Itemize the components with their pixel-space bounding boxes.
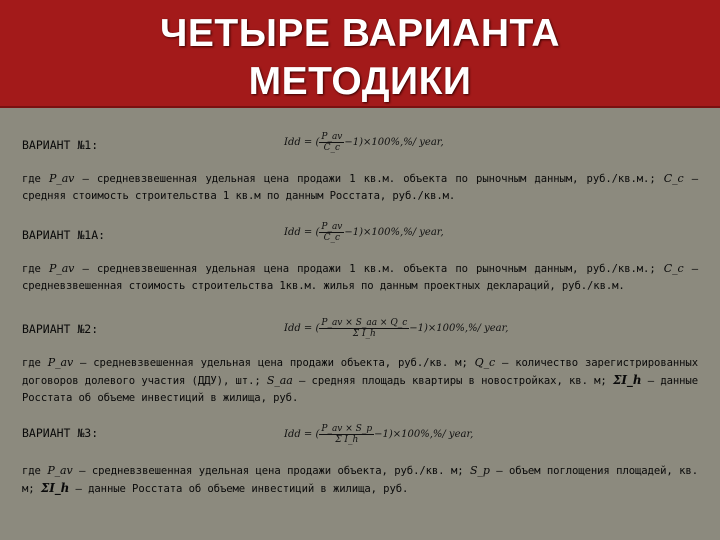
slide-title bbox=[0, 10, 720, 106]
variant-2 bbox=[22, 318, 698, 407]
variant-1a-formula: Idd = ( $\frac{P\_av}{C\_c}$ −1)×100%,%/ year, bbox=[284, 222, 444, 243]
variant-2-description: где P_av – средневзвешенная удельная цена продажи объекта, руб./кв. м; Q_c – количество зарегистрированных договоров долевого участия (ДДУ), шт.; S_aa – средняя площадь квартиры в новостройках, кв. м; ΣI_h – данные Росстата об объеме инвестиций в жилища, руб. bbox=[22, 356, 698, 404]
variant-3-formula: Idd = ( $\frac{P\_av \times S\_p}{\text{Σ I\_h}}$ −1)×100%,%/ year, bbox=[284, 424, 474, 445]
variant-1-label: ВАРИАНТ №1: bbox=[22, 138, 99, 152]
variant-2-formula: Idd = ( $\frac{P\_av \times S\_aa \times Q\_c}{\text{Σ I\_h}}$ −1)×100%,%/ year, bbox=[284, 318, 509, 339]
variant-1-formula: Idd = ( $\frac{P\_av}{C\_c}$ −1)×100%,%/ year, bbox=[284, 132, 444, 153]
variant-1a-label: ВАРИАНТ №1А: bbox=[22, 228, 106, 242]
title-bar bbox=[0, 0, 720, 108]
variant-3-label: ВАРИАНТ №3: bbox=[22, 426, 99, 440]
variant-3 bbox=[22, 426, 698, 498]
title-line-2: МЕТОДИКИ bbox=[248, 60, 472, 103]
variant-1 bbox=[22, 132, 698, 205]
variant-1a bbox=[22, 222, 698, 295]
variant-1a-description: где P_av – средневзвешенная удельная цена продажи 1 кв.м. объекта по рыночным данным, руб./кв.м.; C_c – средневзвешенная стоимость строительства 1кв.м. жилья по данным проектных деклараций, руб./кв.м. bbox=[22, 262, 698, 292]
variant-3-description: где P_av – средневзвешенная удельная цена продажи объекта, руб./кв. м; S_p – объем поглощения площадей, кв. м; ΣI_h – данные Росстата об объеме инвестиций в жилища, руб. bbox=[22, 464, 698, 495]
variant-1-description: где P_av – средневзвешенная удельная цена продажи 1 кв.м. объекта по рыночным данным, руб./кв.м.; C_c – средняя стоимость строительства 1 кв.м по данным Росстата, руб./кв.м. bbox=[22, 172, 698, 202]
variant-2-label: ВАРИАНТ №2: bbox=[22, 322, 99, 336]
title-line-1: ЧЕТЫРЕ ВАРИАНТА bbox=[159, 12, 561, 55]
